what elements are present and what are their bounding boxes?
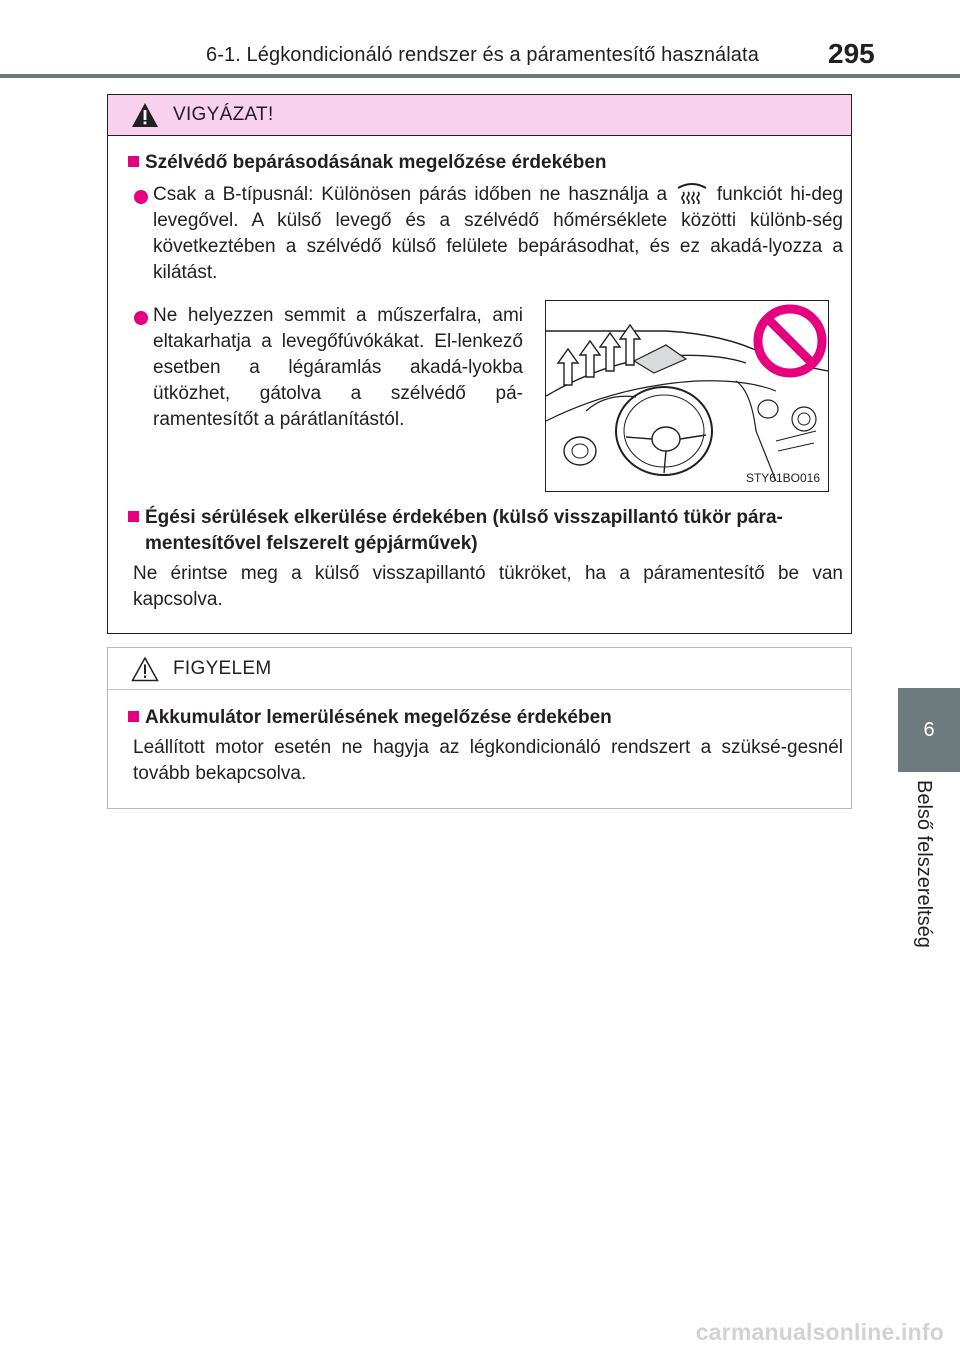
square-bullet-icon: [128, 711, 139, 722]
running-header-title: 6-1. Légkondicionáló rendszer és a páramentesítő használata: [206, 44, 759, 66]
watermark: carmanualsonline.info: [695, 1319, 944, 1345]
notice-box-header: [108, 648, 851, 690]
header-divider: [0, 74, 960, 78]
dashboard-drawing: [546, 301, 828, 491]
page-number: 295: [828, 38, 875, 69]
warning-heading: VIGYÁZAT!: [173, 104, 274, 125]
bullet-paragraph-dashboard: Ne helyezzen semmit a műszerfalra, ami eltakarhatja a levegőfúvókákat. El-lenkező esetben a légáramlás akadá-lyokba ütközhet, gátolva a szélvédő pá-ramentesítőt a párátlanítástól.: [153, 305, 523, 430]
section-title-burn-prevention: Égési sérülések elkerülése érdekében (külső visszapillantó tükör pára-mentesítővel felszerelt gépjárművek): [128, 505, 843, 557]
figure-code: STY61BO016: [745, 471, 820, 485]
section-title-windshield-fog: Szélvédő bepárásodásának megelőzése érdekében: [128, 150, 843, 176]
square-bullet-icon: [128, 511, 139, 522]
caution-triangle-icon: [131, 656, 159, 682]
section-title-battery: Akkumulátor lemerülésének megelőzése érdekében: [128, 705, 843, 731]
notice-box: [107, 647, 852, 809]
burn-prevention-text: Ne érintse meg a külső visszapillantó tükröket, ha a páramentesítő be van kapcsolva.: [133, 563, 843, 610]
chapter-label: Belső felszereltség: [913, 780, 935, 948]
warning-box: [107, 94, 852, 634]
warning-box-header: [108, 95, 851, 136]
battery-text: Leállított motor esetén ne hagyja az légkondicionáló rendszert a szüksé-gesnél tovább bekapcsolva.: [133, 737, 843, 784]
warning-triangle-icon: [131, 102, 159, 128]
chapter-tab[interactable]: [898, 688, 960, 772]
round-bullet-icon: [134, 190, 148, 204]
windshield-defroster-icon: [675, 182, 709, 204]
bullet-paragraph-b-type: Csak a B-típusnál: Különösen párás időben ne használja a funkciót hi-deg levegővel. A külső levegő és a szélvédő hőmérséklete közötti különb-ség következtében a szélvédő külső felülete bepárásodhat, és ez akadá-lyozza a kilátást.: [153, 184, 844, 283]
round-bullet-icon: [134, 311, 148, 325]
square-bullet-icon: [128, 156, 139, 167]
notice-heading: FIGYELEM: [173, 657, 272, 679]
dashboard-illustration: [545, 300, 829, 492]
chapter-number: 6: [923, 718, 935, 741]
